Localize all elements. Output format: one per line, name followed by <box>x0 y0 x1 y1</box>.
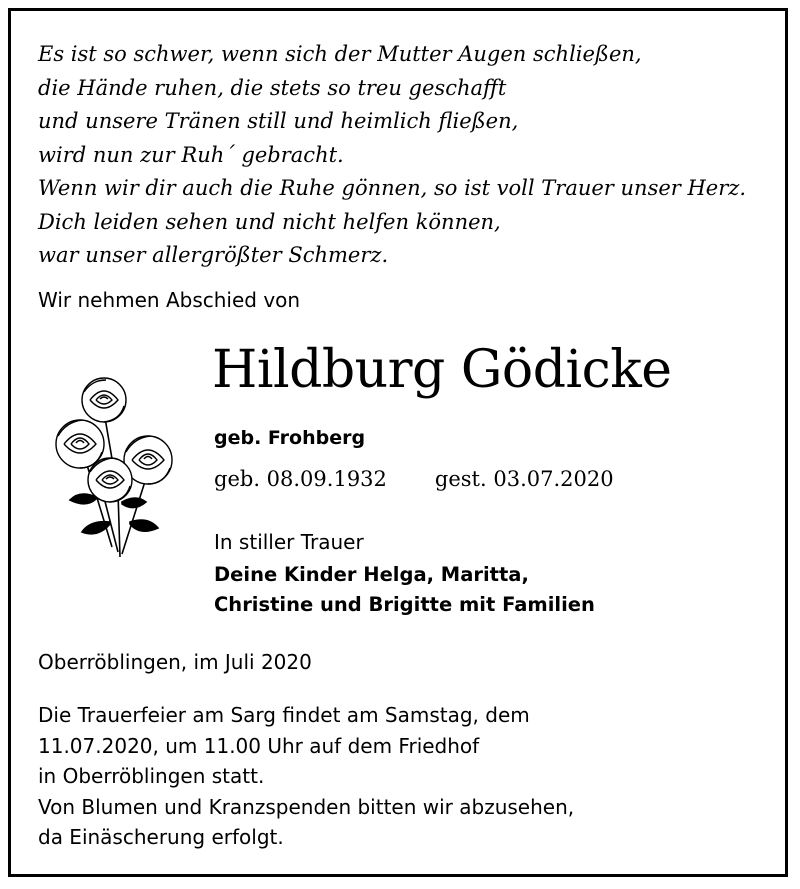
farewell-intro: Wir nehmen Abschied von <box>38 288 301 312</box>
mourners-line: Deine Kinder Helga, Maritta, <box>214 563 529 586</box>
poem-line: und unsere Tränen still und heimlich fließen, <box>38 109 519 133</box>
funeral-line: da Einäscherung erfolgt. <box>38 825 284 849</box>
death-date: gest. 03.07.2020 <box>434 467 614 491</box>
mourning-intro: In stiller Trauer <box>214 530 364 554</box>
roses-illustration <box>40 372 200 562</box>
place-and-date: Oberröblingen, im Juli 2020 <box>38 650 312 674</box>
funeral-notice <box>38 700 574 853</box>
mourners-line: Christine und Brigitte mit Familien <box>214 593 595 616</box>
deceased-name: Hildburg Gödicke <box>212 340 672 400</box>
birth-date: geb. 08.09.1932 <box>214 467 387 491</box>
poem-line: war unser allergrößter Schmerz. <box>38 243 389 267</box>
life-dates <box>214 467 614 491</box>
poem-line: wird nun zur Ruh´ gebracht. <box>38 142 344 167</box>
poem <box>38 38 778 273</box>
funeral-line: in Oberröblingen statt. <box>38 764 265 788</box>
funeral-line: 11.07.2020, um 11.00 Uhr auf dem Friedhof <box>38 733 480 758</box>
birth-name: geb. Frohberg <box>214 427 366 449</box>
mourners-list <box>214 560 595 620</box>
funeral-line: Von Blumen und Kranzspenden bitten wir abzusehen, <box>38 794 575 819</box>
poem-line: Wenn wir dir auch die Ruhe gönnen, so ist voll Trauer unser Herz. <box>38 176 747 200</box>
poem-line: Dich leiden sehen und nicht helfen können, <box>38 209 501 234</box>
poem-line: Es ist so schwer, wenn sich der Mutter Augen schließen, <box>38 42 642 66</box>
poem-line: die Hände ruhen, die stets so treu geschafft <box>38 75 507 100</box>
funeral-line: Die Trauerfeier am Sarg findet am Samstag, dem <box>38 703 530 727</box>
